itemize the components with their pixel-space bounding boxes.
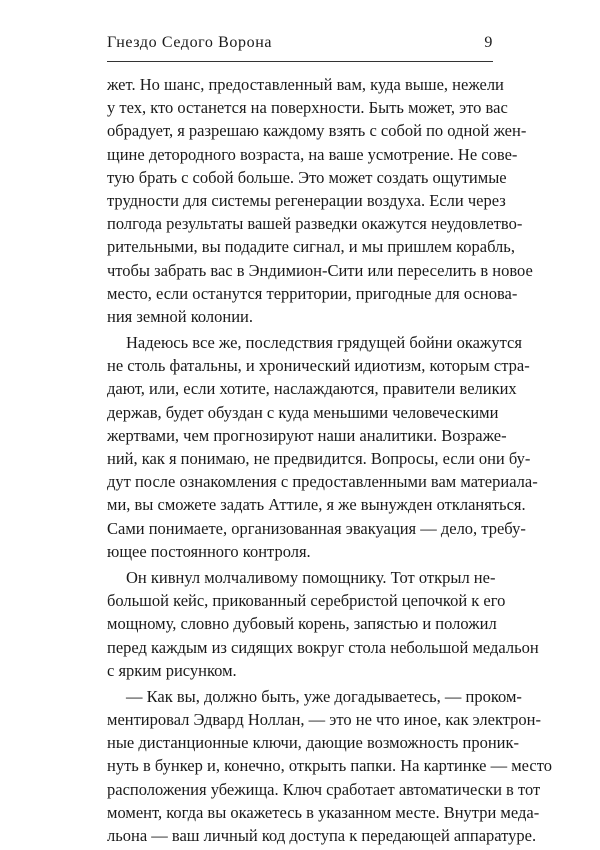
text-line: дают, или, если хотите, наслаждаются, правители великих [107,379,517,399]
text-line: льона — ваш личный код доступа к передающей аппаратуре. [107,826,537,845]
text-line: большой кейс, прикованный серебристой цепочкой к его [107,591,506,611]
paragraph [107,73,533,328]
body-text [107,73,552,850]
text-line: ные дистанционные ключи, дающие возможность проник- [107,733,520,753]
book-title: Гнездо Седого Ворона [107,34,273,51]
text-line: расположения убежища. Ключ сработает автоматически в тот [107,779,541,799]
text-line: не столь фатальны, и хронический идиотизм, которым стра- [107,356,530,376]
text-line: место, если останутся территории, пригодные для основа- [107,283,518,303]
text-line: Сами понимаете, организованная эвакуация — дело, требу- [107,518,526,538]
paragraph [107,566,539,682]
text-line: нуть в бункер и, конечно, открыть папки. На картинке — место [107,756,552,776]
text-line: жет. Но шанс, предоставленный вам, куда выше, нежели [107,75,504,94]
page-number: 9 [484,34,493,51]
text-line: щине детородного возраста, на ваше усмотрение. Не сове- [107,144,518,164]
paragraph [107,331,538,563]
text-line: обрадует, я разрешаю каждому взять с собой по одной жен- [107,121,527,141]
paragraph [107,685,552,847]
text-line: трудности для системы регенерации воздуха. Если через [107,190,506,210]
text-line: дут после ознакомления с предоставленными вам материала- [107,472,538,492]
text-line: ментировал Эдвард Ноллан, — это не что иное, как электрон- [107,710,541,730]
text-line: тую брать с собой больше. Это может создать ощутимые [107,167,507,187]
text-line: у тех, кто останется на поверхности. Быть может, это вас [107,98,508,118]
text-line: Он кивнул молчаливому помощнику. Тот открыл не- [126,567,496,587]
text-line: с ярким рисунком. [107,660,237,680]
text-line: Надеюсь все же, последствия грядущей бойни окажутся [126,333,522,353]
text-line: держав, будет обуздан с куда меньшими человеческими [107,402,499,422]
text-line: полгода результаты вашей разведки окажутся неудовлетво- [107,214,523,234]
text-line: момент, когда вы окажетесь в указанном месте. Внутри меда- [107,802,540,822]
text-line: перед каждым из сидящих вокруг стола небольшой медальон [107,637,539,657]
text-line: ния земной колонии. [107,306,254,326]
text-line: — Как вы, должно быть, уже догадываетесь, — проком- [126,686,522,706]
header-rule [107,61,493,62]
text-line: жертвами, чем прогнозируют наши аналитики. Возраже- [107,425,507,445]
text-line: ющее постоянного контроля. [107,541,311,561]
text-line: чтобы забрать вас в Эндимион-Сити или переселить в новое [107,260,533,280]
text-line: ми, вы сможете задать Аттиле, я же вынужден откланяться. [107,495,526,515]
running-head [107,34,493,58]
text-line: мощному, словно дубовый корень, запястью и положил [107,614,497,634]
text-line: ний, как я понимаю, не предвидится. Вопросы, если они бу- [107,449,531,468]
text-line: рительными, вы подадите сигнал, и мы пришлем корабль, [107,237,515,257]
